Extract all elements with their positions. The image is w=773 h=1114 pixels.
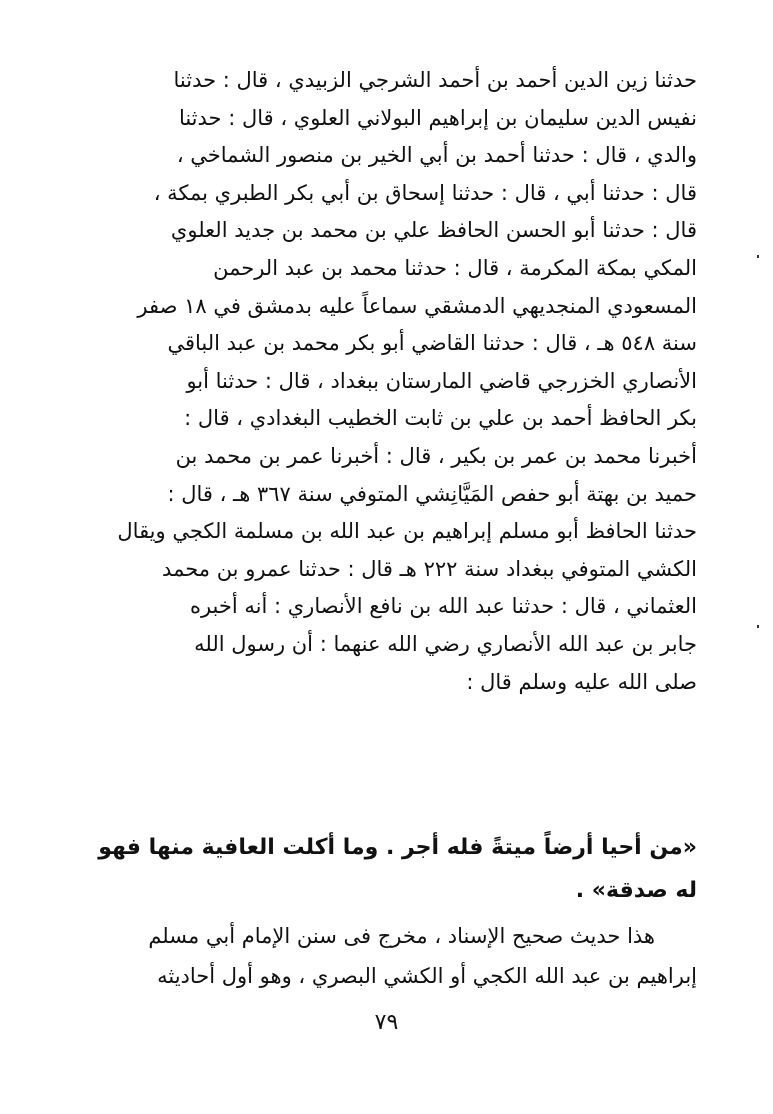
commentary-paragraph <box>75 916 697 996</box>
text-line: حدثنا الحافظ أبو مسلم إبراهيم بن عبد الله بن مسلمة الكجي ويقال <box>117 519 697 544</box>
text-line: قال : حدثنا أبو الحسن الحافظ علي بن محمد بن جديد العلوي <box>170 218 697 243</box>
text-line: الأنصاري الخزرجي قاضي المارستان ببغداد ، قال : حدثنا أبو <box>186 368 697 393</box>
text-line: بكر الحافظ أحمد بن علي بن ثابت الخطيب البغدادي ، قال : <box>184 406 697 431</box>
text-line: المكي بمكة المكرمة ، قال : حدثنا محمد بن عبد الرحمن <box>213 255 697 280</box>
margin-mark <box>757 255 759 258</box>
text-line: والدي ، قال : حدثنا أحمد بن أبي الخير بن منصور الشماخي ، <box>176 143 697 168</box>
text-line: نفيس الدين سليمان بن إبراهيم البولاني العلوي ، قال : حدثنا <box>178 105 697 130</box>
commentary-line: هذا حديث صحيح الإسناد ، مخرج فى سنن الإمام أبي مسلم <box>148 924 655 948</box>
text-line: الكشي المتوفي ببغداد سنة ٢٢٢ هـ قال : حدثنا عمرو بن محمد <box>162 556 697 581</box>
text-line: المسعودي المنجديهي الدمشقي سماعاً عليه بدمشق في ١٨ صفر <box>137 293 697 318</box>
text-line: سنة ٥٤٨ هـ ، قال : حدثنا القاضي أبو بكر محمد بن عبد الباقي <box>167 331 697 356</box>
text-line: أخبرنا محمد بن عمر بن بكير ، قال : أخبرنا عمر بن محمد بن <box>175 443 697 468</box>
text-line: حدثنا زين الدين أحمد بن أحمد الشرجي الزبيدي ، قال : حدثنا <box>173 68 697 92</box>
commentary-line: إبراهيم بن عبد الله الكجي أو الكشي البصري ، وهو أول أحاديثه <box>157 964 697 988</box>
text-line: قال : حدثنا أبي ، قال : حدثنا إسحاق بن أبي بكر الطبري بمكة ، <box>153 180 697 205</box>
text-line: حميد بن بهتة أبو حفص المَيَّانِشي المتوفي سنة ٣٦٧ هـ ، قال : <box>167 481 697 506</box>
page-number: ٧٩ <box>374 1010 399 1035</box>
text-line: صلى الله عليه وسلم قال : <box>466 669 697 694</box>
margin-mark <box>757 625 759 628</box>
text-line: جابر بن عبد الله الأنصاري رضي الله عنهما : أن رسول الله <box>194 631 697 656</box>
hadith-text <box>75 826 697 912</box>
text-line: العثماني ، قال : حدثنا عبد الله بن نافع الأنصاري : أنه أخبره <box>189 594 697 619</box>
isnad-paragraph <box>75 62 697 701</box>
hadith-line: له صدقة» . <box>575 878 697 903</box>
hadith-line: «من أحيا أرضاً ميتةً فله أجر . وما أكلت العافية منها فهو <box>98 835 697 860</box>
